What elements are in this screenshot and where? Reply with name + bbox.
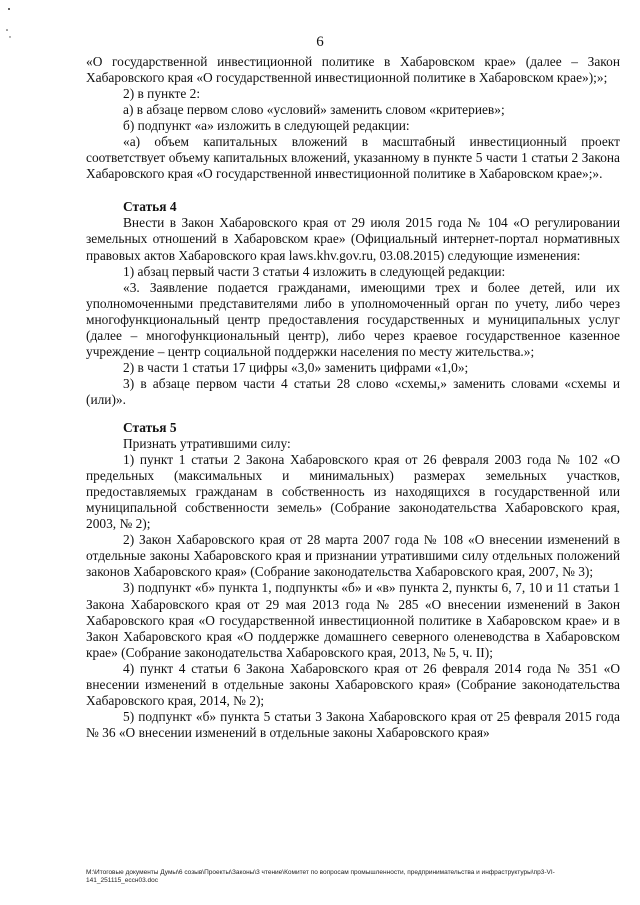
paragraph: а) в абзаце первом слово «условий» заменить словом «критериев»; (123, 102, 505, 118)
paragraph: 5) подпункт «б» пункта 5 статьи 3 Закона Хабаровского края от 25 февраля 2015 года № 36 «О внесении изменений в отдельные законы Хабаровского края» (86, 708, 620, 740)
footer-line-1: M:\Итоговые документы Думы\6 созыв\Проекты\Законы\3 чтение\Комитет по вопросам промышленности, предпринимательства и инфраструктуры\пр3-VI- (86, 869, 555, 876)
paragraph: 2) в части 1 статьи 17 цифры «3,0» заменить цифрами «1,0»; (123, 359, 469, 375)
paragraph: 2) в пункте 2: (123, 86, 201, 102)
paragraph: «3. Заявление подается гражданами, имеющими трех и более детей, или их уполномоченными представителями либо в уполномоченный орган по учету, либо через многофункциональный центр предоставления государственных и муниципальных услуг (далее – многофункциональный центр), либо через краевое государственное казенное учреждение – центр социальной поддержки населения по месту жительства.»; (86, 279, 620, 359)
article-heading: Статья 5 (123, 419, 177, 435)
paragraph: «О государственной инвестиционной политике в Хабаровском крае» (далее – Закон Хабаровского края «О государственной инвестиционной политике в Хабаровском крае»);»; (86, 54, 620, 86)
paragraph: б) подпункт «а» изложить в следующей редакции: (123, 118, 410, 134)
paragraph: «а) объем капитальных вложений в масштабный инвестиционный проект соответствует объему капитальных вложений, указанному в пункте 5 части 1 статьи 2 Закона Хабаровского края «О государственной инвестиционной политике в Хабаровском крае»;». (86, 134, 620, 182)
paragraph: 3) в абзаце первом части 4 статьи 28 слово «схемы,» заменить словами «схемы и (или)». (86, 375, 620, 407)
paragraph: 1) абзац первый части 3 статьи 4 изложить в следующей редакции: (123, 263, 506, 279)
paragraph: 2) Закон Хабаровского края от 28 марта 2007 года № 108 «О внесении изменений в отдельные законы Хабаровского края и признании утратившими силу отдельных положений законов Хабаровского края» (Собрание законодательства Хабаровского края, 2007, № 3); (86, 532, 620, 580)
article-heading: Статья 4 (123, 199, 177, 215)
paragraph: Внести в Закон Хабаровского края от 29 июля 2015 года № 104 «О регулировании земельных отношений в Хабаровском крае» (Официальный интернет-портал нормативных правовых актов Хабаровского края laws.khv.gov.ru, 03.08.2015) следующие изменения: (86, 215, 620, 263)
paragraph-spacer (86, 182, 620, 199)
page-number: 6 (316, 34, 324, 50)
paragraph-spacer (86, 408, 620, 420)
paragraph: 1) пункт 1 статьи 2 Закона Хабаровского края от 26 февраля 2003 года № 102 «О предельных (максимальных и минимальных) размерах земельных участков, предоставляемых гражданам в собственность из находящихся в государственной или муниципальной собственности земель» (Собрание законодательства Хабаровского края, 2003, № 2); (86, 452, 620, 532)
footer-line-2: 141_251115_ессн03.doc (86, 877, 159, 885)
paragraph: Признать утратившими силу: (123, 436, 291, 452)
document-body (86, 54, 620, 741)
paragraph: 4) пункт 4 статьи 6 Закона Хабаровского края от 26 февраля 2014 года № 351 «О внесении изменений в отдельные законы Хабаровского края» (Собрание законодательства Хабаровского края, 2014, № 2); (86, 660, 620, 708)
file-path-footer (86, 869, 626, 886)
paragraph: 3) подпункт «б» пункта 1, подпункты «б» и «в» пункта 2, пункты 6, 7, 10 и 11 статьи 1 Закона Хабаровского края от 29 мая 2013 года № 285 «О внесении изменений в Закон Хабаровского края «О государственной инвестиционной политике в Хабаровском крае» и в Закон Хабаровского края «О поддержке домашнего северного оленеводства в Хабаровском крае» (Собрание законодательства Хабаровского края, 2013, № 5, ч. II); (86, 580, 620, 660)
